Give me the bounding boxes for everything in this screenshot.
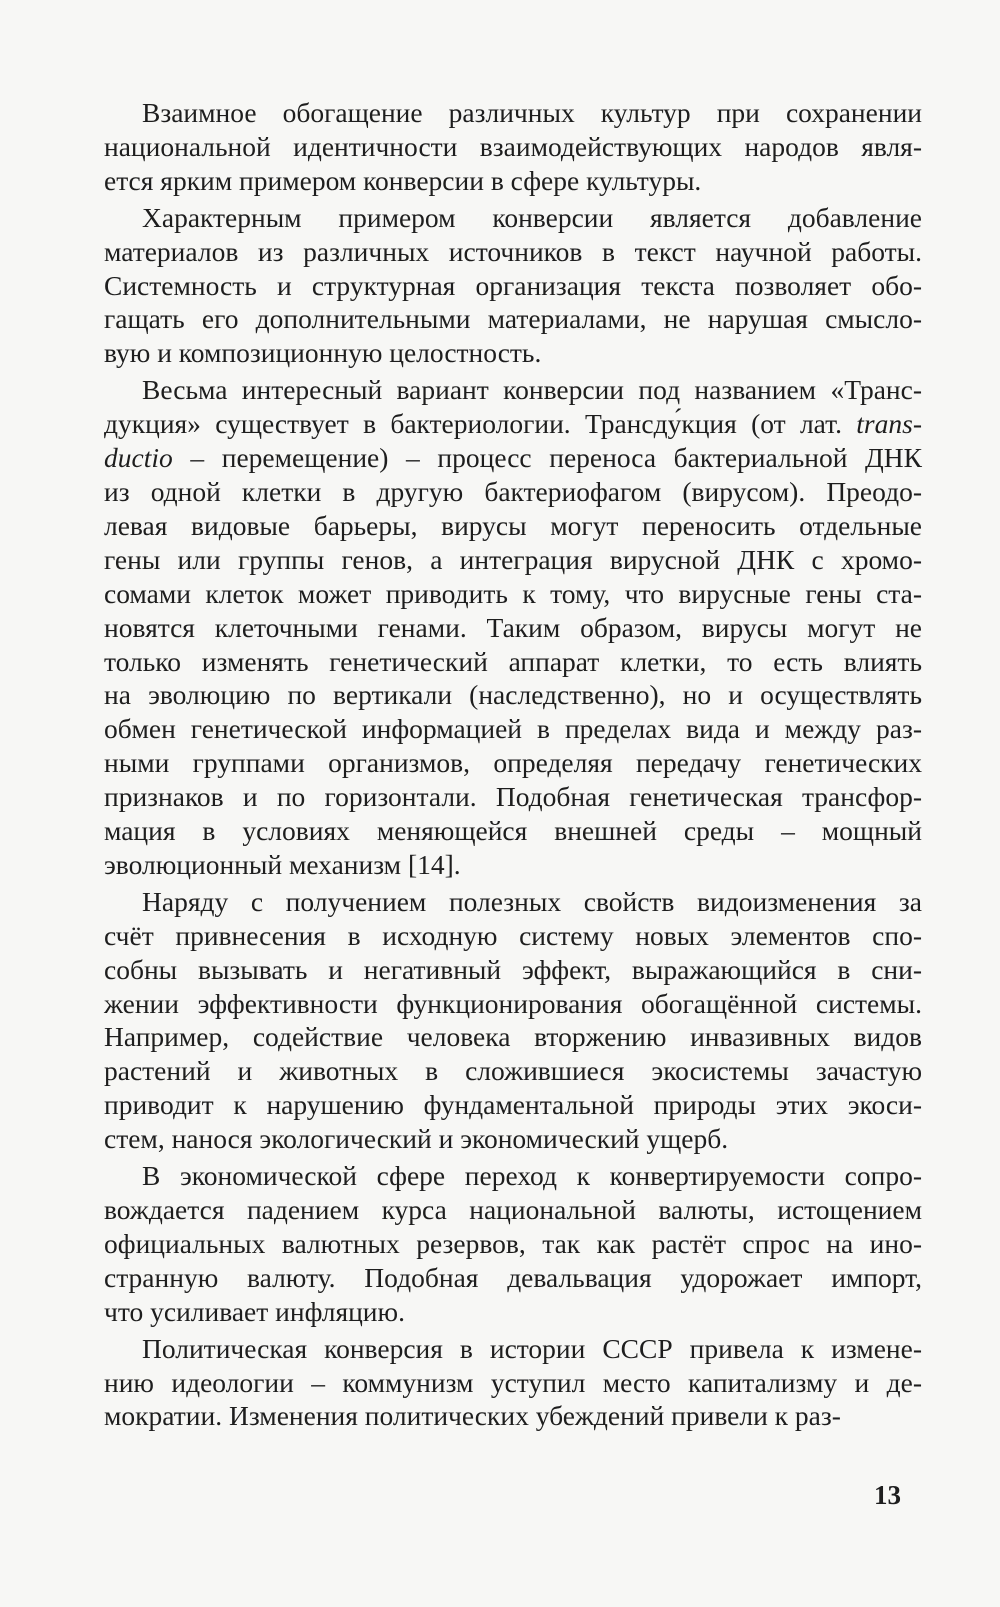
- text-line: на эволюцию по вертикали (наследственно), но и осуществлять: [104, 679, 922, 711]
- text-line: ется ярким примером конверсии в сфере культуры.: [104, 164, 702, 196]
- text-line: странную валюту. Подобная девальвация удорожает импорт,: [104, 1261, 922, 1293]
- text-line: эволюционный механизм [14].: [104, 848, 461, 880]
- text-line: Характерным примером конверсии является добавление: [142, 201, 922, 233]
- paragraph: [104, 1332, 922, 1434]
- latin-term: ductio: [104, 442, 173, 474]
- text-line: сомами клеток может приводить к тому, что вирусные гены ста-: [104, 577, 922, 609]
- text-line: гащать его дополнительными материалами, не нарушая смысло-: [104, 303, 922, 335]
- text-line: что усиливает инфляцию.: [104, 1295, 405, 1327]
- paragraph: [104, 885, 922, 1156]
- text-line: вождается падением курса национальной валюты, истощением: [104, 1194, 922, 1225]
- text-line: Например, содействие человека вторжению инвазивных видов: [104, 1021, 922, 1053]
- text-line: вую и композиционную целостность.: [104, 337, 542, 369]
- page-number: 13: [874, 1480, 901, 1510]
- text-line: дукция» существует в бактериологии. Трансду́кция (от лат. trans-: [104, 408, 922, 440]
- text-line: Политическая конверсия в истории СССР привела к измене-: [142, 1332, 922, 1364]
- text-line: официальных валютных резервов, так как растёт спрос на ино-: [104, 1227, 922, 1259]
- paragraph: [104, 201, 922, 371]
- text-line: национальной идентичности взаимодействующих народов явля-: [104, 130, 922, 162]
- text-line: из одной клетки в другую бактериофагом (вирусом). Преодо-: [104, 475, 922, 507]
- text-line: нию идеологии – коммунизм уступил место капитализму и де-: [104, 1366, 922, 1398]
- text-line: счёт привнесения в исходную систему новых элементов спо-: [104, 919, 922, 951]
- text-line: Системность и структурная организация текста позволяет обо-: [104, 269, 922, 301]
- text-line: материалов из различных источников в текст научной работы.: [104, 235, 922, 267]
- text-line: В экономической сфере переход к конвертируемости сопро-: [142, 1160, 922, 1192]
- text-line: ductio – перемещение) – процесс переноса бактериальной ДНК: [104, 442, 922, 474]
- body-text: [104, 96, 922, 1436]
- text-line: левая видовые барьеры, вирусы могут переносить отдельные: [104, 509, 922, 541]
- text-line: мократии. Изменения политических убеждений привели к раз-: [104, 1400, 841, 1432]
- text-line: только изменять генетический аппарат клетки, то есть влиять: [104, 645, 922, 677]
- text-line: стем, нанося экологический и экономический ущерб.: [104, 1123, 729, 1155]
- text-line: признаков и по горизонтали. Подобная генетическая трансфор-: [104, 781, 922, 813]
- text-line: приводит к нарушению фундаментальной природы этих экоси-: [104, 1089, 922, 1121]
- latin-term: trans-: [856, 408, 922, 440]
- paragraph: [104, 96, 922, 198]
- text-line: жении эффективности функционирования обогащённой системы.: [104, 987, 922, 1019]
- paragraph: [104, 1159, 922, 1329]
- text-line: гены или группы генов, а интеграция вирусной ДНК с хромо-: [104, 543, 922, 575]
- paragraph: [104, 373, 922, 882]
- text-line: Взаимное обогащение различных культур при сохранении: [142, 97, 922, 128]
- text-line: Наряду с получением полезных свойств видоизменения за: [142, 885, 922, 917]
- text-line: ными группами организмов, определяя передачу генетических: [104, 747, 922, 779]
- text-line: собны вызывать и негативный эффект, выражающийся в сни-: [104, 953, 922, 985]
- text-line: растений и животных в сложившиеся экосистемы зачастую: [104, 1055, 922, 1087]
- text-line: мация в условиях меняющейся внешней среды – мощный: [104, 815, 922, 847]
- text-line: новятся клеточными генами. Таким образом, вирусы могут не: [104, 611, 922, 643]
- text-line: Весьма интересный вариант конверсии под названием «Транс-: [142, 374, 922, 406]
- text-line: обмен генетической информацией в пределах вида и между раз-: [104, 713, 922, 745]
